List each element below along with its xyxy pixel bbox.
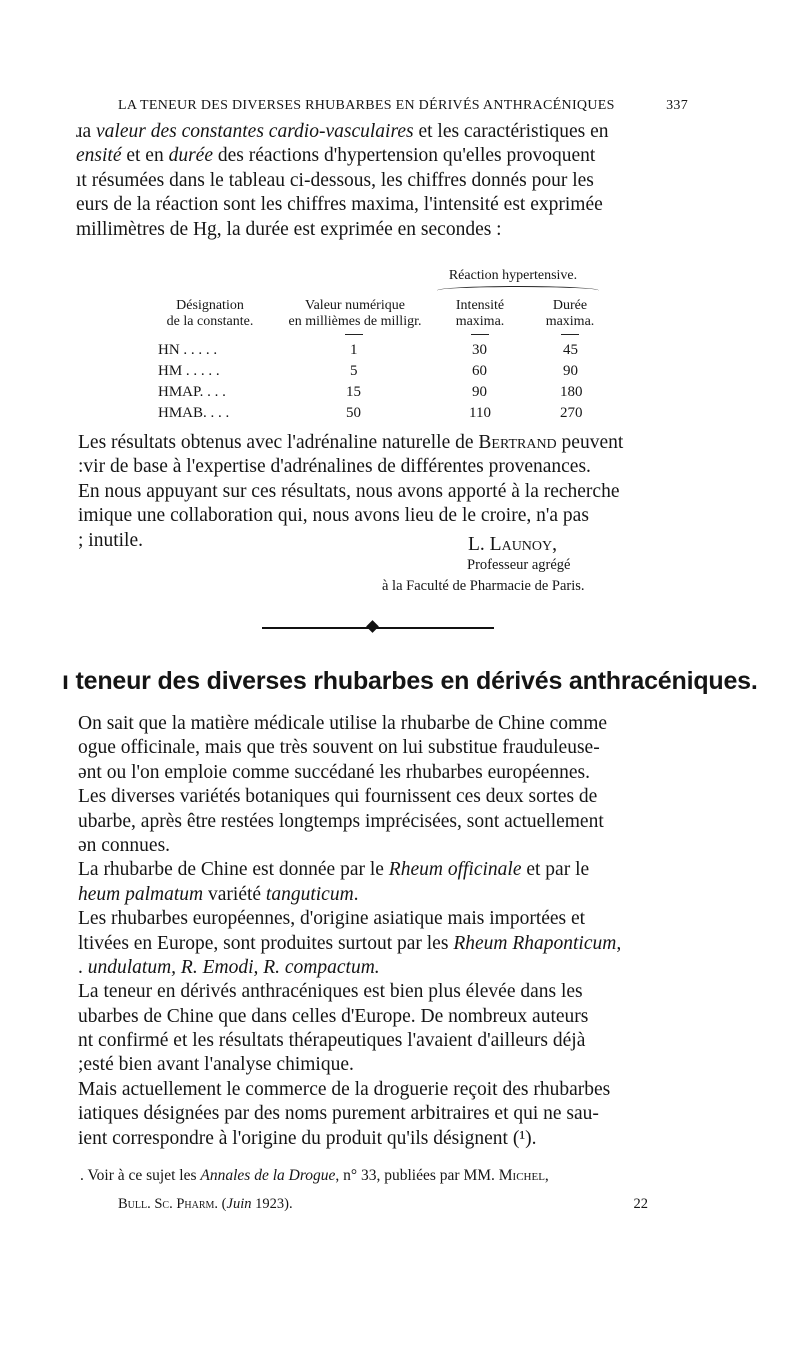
text-line: Les diverses variétés botaniques qui fournissent ces deux sortes de xyxy=(78,786,598,808)
header-dash xyxy=(471,334,489,335)
header-dash xyxy=(561,334,579,335)
text-run: . xyxy=(353,883,359,905)
text-line: ogue officinale, mais que très souvent on lui substitue frauduleuse- xyxy=(78,737,600,759)
header-line: Désignation xyxy=(176,298,244,313)
table-cell: 45 xyxy=(563,342,578,358)
table-cell: HMAP. . . . xyxy=(158,384,226,400)
text-line: La teneur en dérivés anthracéniques est bien plus élevée dans les xyxy=(78,981,583,1003)
header-line: maxima. xyxy=(545,314,595,329)
table-cell: 30 xyxy=(472,342,487,358)
text-line xyxy=(78,932,694,956)
table-row xyxy=(100,384,660,405)
header-line: Valeur numérique xyxy=(305,298,405,313)
signature-title: Professeur agrégé xyxy=(467,557,571,573)
group-brace xyxy=(437,286,599,295)
text-line: :vir de base à l'expertise d'adrénalines de différentes provenances. xyxy=(78,456,591,478)
text-line: imique une collaboration qui, nous avons lieu de le croire, n'a pas xyxy=(78,505,589,527)
text-line: ubarbe, après être restées longtemps imprécisées, sont actuellement xyxy=(78,810,604,832)
page-number: 337 xyxy=(666,98,688,113)
text-line: ıt résumées dans le tableau ci-dessous, les chiffres donnés pour les xyxy=(76,169,594,191)
text-line: ;esté bien avant l'analyse chimique. xyxy=(78,1054,354,1076)
text-line: Les rhubarbes européennes, d'origine asiatique mais importées et xyxy=(78,908,586,930)
table-cell: 5 xyxy=(350,363,358,379)
text-run: L. xyxy=(468,534,490,555)
text-line: millimètres de Hg, la durée est exprimée en secondes : xyxy=(76,218,502,240)
column-header-duration xyxy=(530,298,610,330)
table-cell: 270 xyxy=(560,405,583,421)
text-line xyxy=(78,956,694,980)
column-header-designation xyxy=(140,298,280,330)
text-line: ubarbes de Chine que dans celles d'Europe. De nombreux auteurs xyxy=(78,1005,589,1027)
text-run: 1923). xyxy=(251,1196,293,1212)
signature-name xyxy=(468,534,557,556)
text-line: ient correspondre à l'origine du produit qu'ils désignent (¹). xyxy=(78,1127,537,1149)
text-line: ən connues. xyxy=(78,834,171,856)
author-name: Bertrand xyxy=(478,432,557,453)
author-name: Launoy, xyxy=(489,534,558,555)
table-cell: 90 xyxy=(472,384,487,400)
italic-text: durée xyxy=(168,145,213,167)
text-run: et en xyxy=(121,145,169,167)
header-line: de la constante. xyxy=(166,314,254,329)
text-line: iatiques désignées par des noms purement arbitraires et qui ne sau- xyxy=(78,1103,599,1125)
italic-text: tanguticum xyxy=(265,883,354,905)
text-run: . Voir à ce sujet les xyxy=(80,1167,201,1184)
italic-text: valeur des constantes cardio-vasculaires xyxy=(96,121,414,142)
column-header-value xyxy=(275,298,435,330)
text-line xyxy=(78,431,694,455)
text-run: ltivées en Europe, sont produites surtout par les xyxy=(78,932,454,954)
table-cell: 110 xyxy=(469,405,491,421)
table-cell: 50 xyxy=(346,405,361,421)
text-run: peuvent xyxy=(556,432,624,453)
column-header-intensity xyxy=(430,298,530,330)
text-run: variété xyxy=(203,883,266,905)
table-cell: HMAB. . . . xyxy=(158,405,230,421)
table-cell: 15 xyxy=(346,384,361,400)
table-row xyxy=(100,363,660,384)
text-run: La rhubarbe de Chine est donnée par le xyxy=(78,859,389,881)
table-cell: 90 xyxy=(563,363,578,379)
text-line xyxy=(76,120,692,144)
divider-ornament xyxy=(366,620,379,633)
italic-text: ensité xyxy=(76,145,122,167)
text-run: et par le xyxy=(521,859,590,881)
italic-text: heum palmatum xyxy=(78,883,204,905)
signature-institution: à la Faculté de Pharmacie de Paris. xyxy=(382,578,585,594)
running-title: LA TENEUR DES DIVERSES RHUBARBES EN DÉRIVÉS ANTHRACÉNIQUES xyxy=(118,98,615,113)
bottom-signature-line xyxy=(118,1196,648,1213)
header-line: en millièmes de milligr. xyxy=(288,314,422,329)
text-line xyxy=(78,883,694,907)
text-line: ənt ou l'on emploie comme succédané les rhubarbes européennes. xyxy=(78,761,590,783)
header-line: Durée xyxy=(552,298,588,313)
table-cell: 180 xyxy=(560,384,583,400)
italic-text: undulatum, R. Emodi, R. compactum. xyxy=(87,956,380,978)
table-cell: 1 xyxy=(350,342,358,358)
table-row xyxy=(100,342,660,363)
text-line xyxy=(78,858,694,882)
body-paragraph xyxy=(78,712,694,1151)
header-line: maxima. xyxy=(455,314,505,329)
text-run: Les résultats obtenus avec l'adrénaline naturelle de xyxy=(78,432,479,453)
table-cell: 60 xyxy=(472,363,487,379)
text-run: , n° 33, publiées par MM. xyxy=(335,1167,499,1184)
intro-paragraph xyxy=(76,120,692,242)
section-heading: ı teneur des diverses rhubarbes en dérivés anthracéniques. xyxy=(62,667,758,695)
italic-text: Rheum Rhaponticum, xyxy=(453,932,622,954)
table-group-header: Réaction hypertensive. xyxy=(448,268,578,283)
header-line: Intensité xyxy=(455,298,505,313)
text-line: Mais actuellement le commerce de la droguerie reçoit des rhubarbes xyxy=(78,1078,611,1100)
italic-text: Annales de la Drogue xyxy=(200,1167,336,1184)
text-line: nt confirmé et les résultats thérapeutiques l'avaient d'ailleurs déjà xyxy=(78,1030,586,1052)
sheet-number: 22 xyxy=(633,1196,648,1212)
table-cell: HN . . . . . xyxy=(158,342,218,358)
text-run: et les caractéristiques en xyxy=(413,121,609,142)
text-line: En nous appuyant sur ces résultats, nous avons apporté à la recherche xyxy=(78,480,620,502)
table-cell: HM . . . . . xyxy=(158,363,220,379)
journal-name: Bull. Sc. Pharm. xyxy=(118,1196,219,1212)
table-row xyxy=(100,405,660,426)
text-line: On sait que la matière médicale utilise la rhubarbe de Chine comme xyxy=(78,713,608,734)
text-run: des réactions d'hypertension qu'elles provoquent xyxy=(213,145,596,167)
running-head xyxy=(118,98,688,114)
text-line xyxy=(76,144,692,168)
italic-text: Rheum officinale xyxy=(388,859,522,881)
italic-text: Juin xyxy=(226,1196,252,1212)
text-line: eurs de la réaction sont les chiffres maxima, l'intensité est exprimée xyxy=(76,194,603,216)
conclusion-paragraph xyxy=(78,431,694,553)
footnote xyxy=(80,1167,549,1185)
text-run: ɹa xyxy=(76,121,97,142)
author-name: Michel, xyxy=(498,1167,549,1184)
text-run: . xyxy=(78,956,88,978)
text-run: ( xyxy=(218,1196,227,1212)
text-line: ; inutile. xyxy=(78,529,143,551)
header-dash xyxy=(345,334,363,335)
